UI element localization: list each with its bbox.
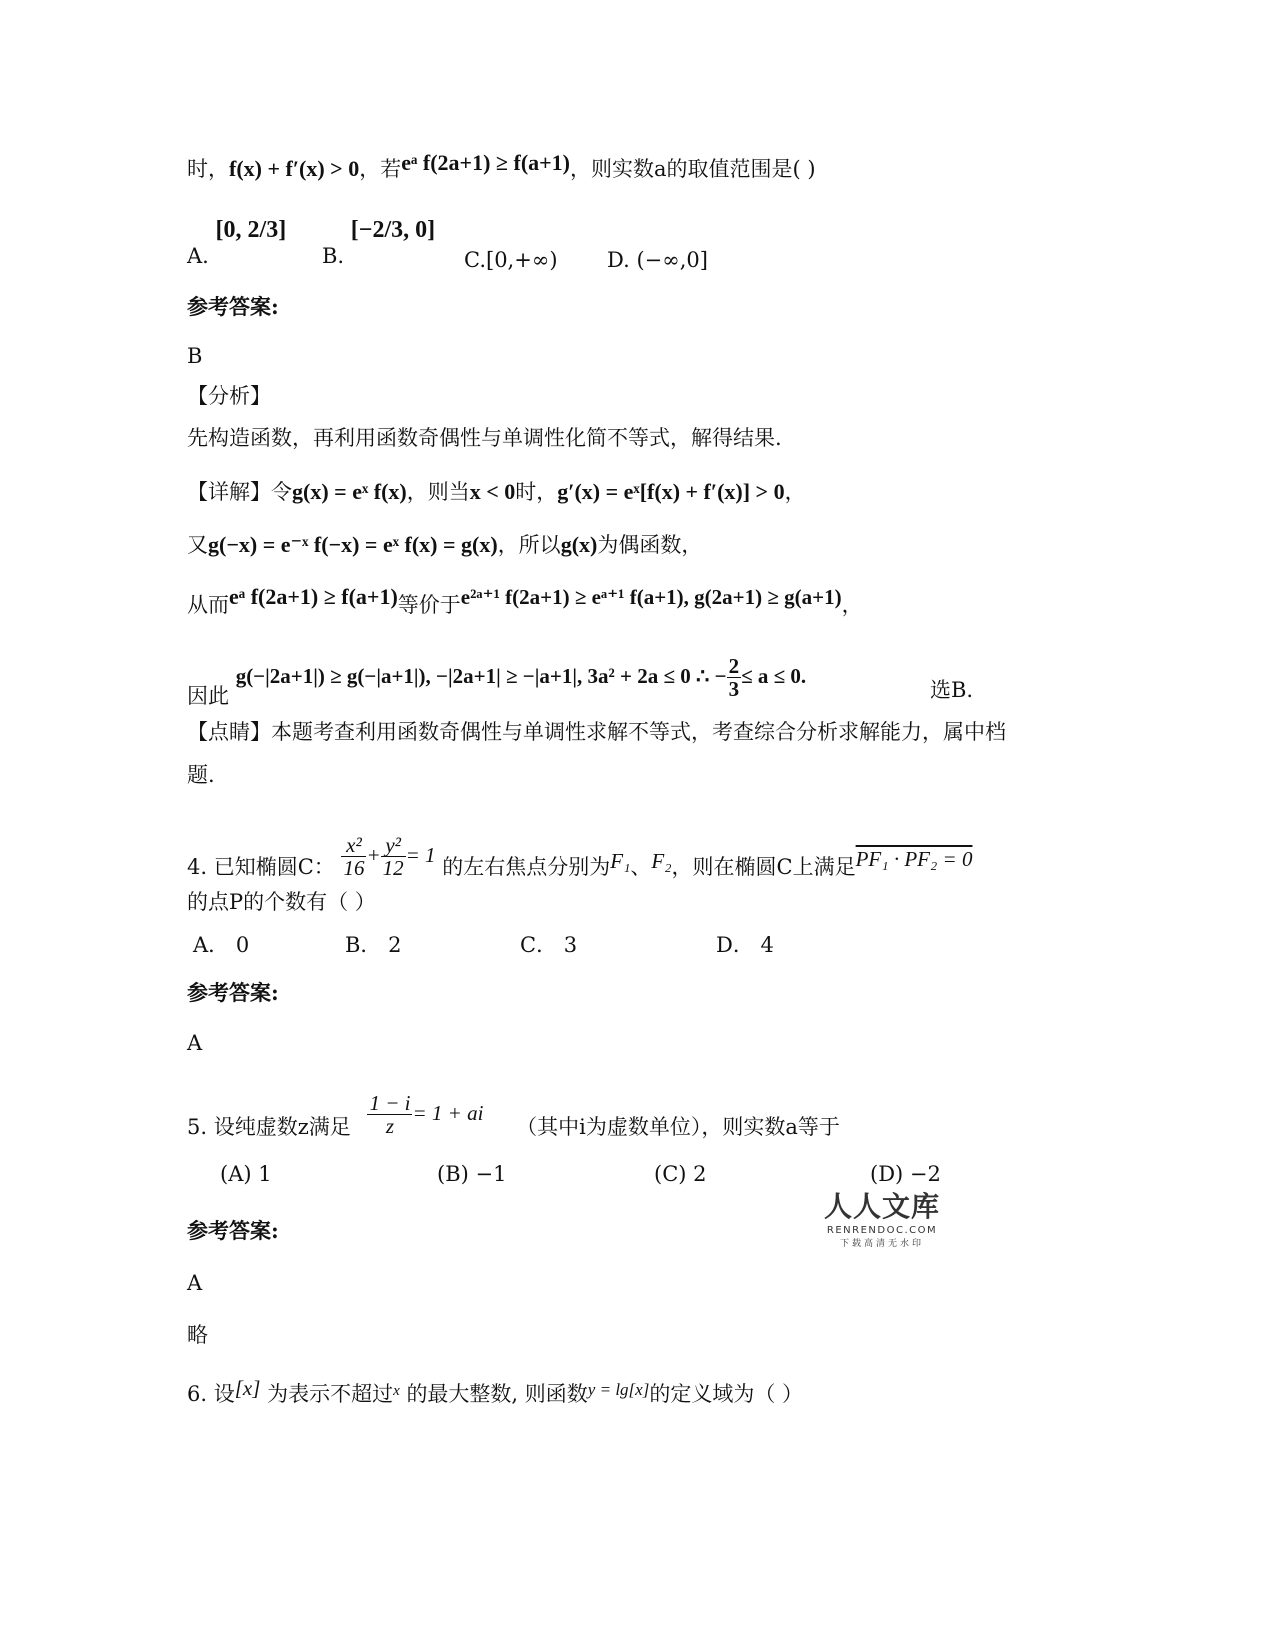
text: ，则在椭圆C上满足 [671,855,856,880]
text: （其中i为虚数单位），则实数a等于 [516,1115,840,1140]
denominator: 12 [382,856,404,881]
q3-option-b [322,217,436,271]
math-block [235,654,807,702]
numerator: 2 [728,654,740,678]
text: 为偶函数， [597,533,703,557]
math-expr: e²ᵃ⁺¹ f(2a+1) ≥ eᵃ⁺¹ f(a+1), g(2a+1) ≥ g(a+1) [460,585,842,609]
q3-comment-cont: 题. [187,763,215,787]
q3-stem [187,150,816,182]
q3-answer-title: 参考答案: [187,294,279,319]
q3-analysis: 先构造函数，再利用函数奇偶性与单调性化简不等式，解得结果. [187,426,782,450]
math-expr: = 1 + ai [412,1101,484,1126]
watermark-title: 人人文库 [823,1190,940,1223]
math-symbol: F₂ [651,849,672,874]
q5-option-d: (D) −2 [870,1162,941,1186]
math-expr: g′(x) = eˣ[f(x) + f′(x)] > 0 [557,479,785,504]
q5-answer-title: 参考答案: [187,1218,279,1243]
math-expr: y = lg[x] [587,1380,650,1399]
q5-option-a: (A) 1 [220,1162,272,1186]
text: 从而 [187,593,229,617]
vector-expr: PF₁ · PF₂ = 0 [855,847,973,872]
q5-note: 略 [187,1323,208,1347]
text: ，所以 [497,533,561,557]
q4-answer-title: 参考答案: [187,980,279,1005]
option-label: A. [187,244,209,268]
math-expr: ≤ a ≤ 0. [741,664,807,689]
text: 5. 设纯虚数z满足 [187,1115,351,1140]
denominator: 3 [728,677,740,702]
math-symbol: x [393,1383,400,1399]
q5-stem [187,1091,840,1151]
q3-option-a [187,217,287,271]
q6-stem [187,1376,804,1407]
text: 的最大整数, 则函数 [406,1382,588,1406]
q3-option-c: C.[0,+∞) [464,248,558,272]
text: 的左右焦点分别为 [442,855,611,880]
q4-option-c: C． 3 [520,933,578,957]
q4-option-b: B． 2 [345,933,402,957]
q3-analysis-tag: 【分析】 [187,384,271,408]
text: 6. 设 [187,1382,235,1406]
math-expr: g(−x) = e⁻ˣ f(−x) = eˣ f(x) = g(x) [208,532,498,557]
q3-detail-line-2 [187,532,702,558]
math-expr: g(−|2a+1|) ≥ g(−|a+1|), −|2a+1| ≥ −|a+1|, 3a² + 2a ≤ 0 ∴ − [235,664,727,689]
text: 、 [630,855,652,880]
denominator: z [385,1114,395,1139]
numerator: 1 − i [369,1091,411,1115]
math-fraction [381,834,406,879]
q5-answer: A [187,1271,203,1295]
text: 又 [187,533,208,557]
text: 等价于 [397,593,461,617]
q3-choose: 选B. [930,678,974,702]
math-symbol: F₁ [610,849,631,874]
denominator: 16 [343,856,365,881]
watermark-logo [822,1185,942,1249]
text: ， [841,593,863,617]
math-fraction [727,655,742,700]
q3-stem-text: ，则实数a的取值范围是( ) [570,157,816,181]
text: 为表示不超过 [267,1382,394,1406]
q3-answer: B [187,344,203,368]
numerator: y² [381,834,406,857]
text: 因此 [187,684,229,709]
numerator: x² [341,834,366,857]
q3-condition-1: f(x) + f′(x) > 0 [229,156,360,181]
q4-stem-cont: 的点P的个数有（ ） [187,890,376,914]
text: 时， [515,480,558,504]
q3-detail-line-4 [187,654,807,720]
text: ， [784,480,806,504]
q5-option-c: (C) 2 [654,1162,707,1186]
q3-condition-2: eᵃ f(2a+1) ≥ f(a+1) [401,150,571,175]
math-symbol: [x] [234,1376,261,1400]
q3-detail-line-1 [187,479,806,505]
q3-detail-line-3 [187,584,863,618]
q3-stem-text: 时， [187,157,229,181]
math-op: + [366,843,381,868]
option-a-interval: [0, 2/3] [215,217,287,243]
watermark-slogan: 下载高清无水印 [839,1239,924,1249]
q4-stem [187,833,973,891]
option-b-interval: [−2/3, 0] [350,217,436,243]
text: 令 [271,480,292,504]
math-fraction [367,1092,412,1137]
q3-option-d: D. (−∞,0] [607,248,708,272]
math-op: = 1 [405,843,436,868]
math-expr: g(x) = eˣ f(x) [292,479,407,504]
text: 4. 已知椭圆C： [187,855,335,880]
math-expr: x < 0 [469,479,516,504]
math-expr: eᵃ f(2a+1) ≥ f(a+1) [229,584,398,609]
q5-option-b: (B) −1 [437,1162,507,1186]
detail-tag: 【详解】 [187,480,271,504]
q4-option-a: A． 0 [193,933,250,957]
q4-option-d: D． 4 [716,933,774,957]
comment-text: 本题考查利用函数奇偶性与单调性求解不等式，考查综合分析求解能力，属中档 [271,720,1006,744]
math-expr: g(x) [560,532,598,557]
math-fraction [341,834,366,879]
text: ，则当 [406,480,470,504]
comment-tag: 【点睛】 [187,720,271,744]
q3-comment [187,720,1006,745]
q3-stem-text: ，若 [359,157,402,181]
option-label: B. [322,244,345,268]
text: 的定义域为（ ） [649,1382,804,1406]
q4-answer: A [187,1031,203,1055]
watermark-url: RENRENDOC.COM [826,1225,938,1236]
